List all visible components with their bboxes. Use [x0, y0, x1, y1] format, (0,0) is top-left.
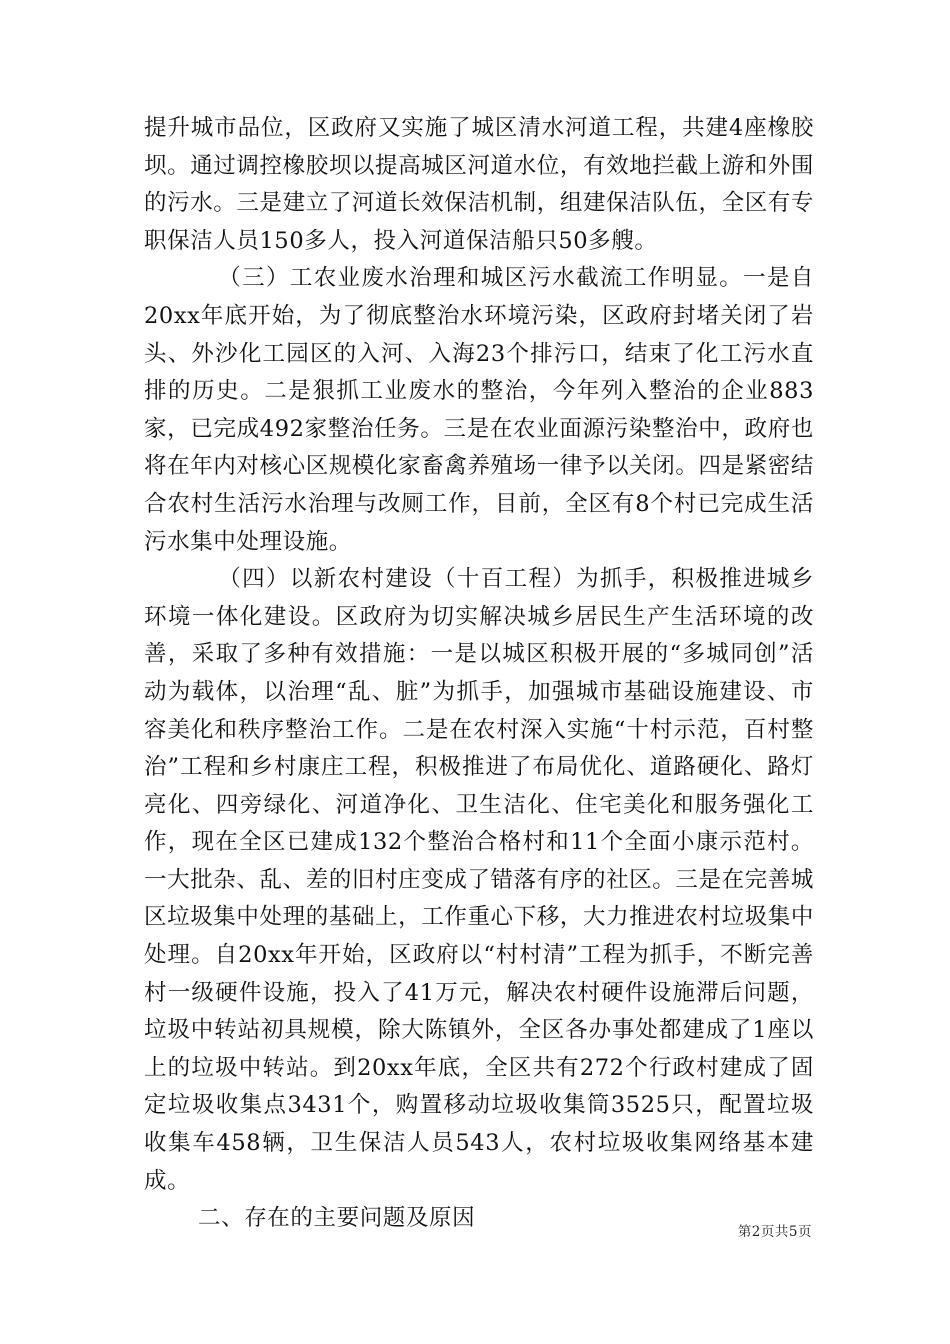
paragraph-section-four: （四）以新农村建设（十百工程）为抓手，积极推进城乡环境一体化建设。区政府为切实解决城乡居民生产生活环境的改善，采取了多种有效措施：一是以城区积极开展的“多城同创”活动为载体，以治理“乱、脏”为抓手，加强城市基础设施建设、市容美化和秩序整治工作。二是在农村深入实施“十村示范，百村整治”工程和乡村康庄工程，积极推进了布局优化、道路硬化、路灯亮化、四旁绿化、河道净化、卫生洁化、住宅美化和服务强化工作，现在全区已建成132个整治合格村和11个全面小康示范村。一大批杂、乱、差的旧村庄变成了错落有序的社区。三是在完善城区垃圾集中处理的基础上，工作重心下移，大力推进农村垃圾集中处理。自20xx年开始，区政府以“村村清”工程为抓手，不断完善村一级硬件设施，投入了41万元，解决农村硬件设施滞后问题，垃圾中转站初具规模，除大陈镇外，全区各办事处都建成了1座以上的垃圾中转站。到20xx年底，全区共有272个行政村建成了固定垃圾收集点3431个，购置移动垃圾收集筒3525只，配置垃圾收集车458辆，卫生保洁人员543人，农村垃圾收集网络基本建成。 — [144, 566, 814, 1194]
document-body — [144, 110, 814, 1238]
paragraph-continuation: 提升城市品位，区政府又实施了城区清水河道工程，共建4座橡胶坝。通过调控橡胶坝以提高城区河道水位，有效地拦截上游和外围的污水。三是建立了河道长效保洁机制，组建保洁队伍，全区有专职保洁人员150多人，投入河道保洁船只50多艘。 — [144, 115, 814, 254]
paragraph-section-three: （三）工农业废水治理和城区污水截流工作明显。一是自20xx年底开始，为了彻底整治水环境污染，区政府封堵关闭了岩头、外沙化工园区的入河、入海23个排污口，结束了化工污水直排的历史。二是狠抓工业废水的整治，今年列入整治的企业883家，已完成492家整治任务。三是在农业面源污染整治中，政府也将在年内对核心区规模化家畜禽养殖场一律予以关闭。四是紧密结合农村生活污水治理与改厕工作，目前，全区有8个村已完成生活污水集中处理设施。 — [144, 265, 814, 555]
page-number-footer: 第2页共5页 — [737, 1224, 812, 1240]
section-heading: 二、存在的主要问题及原因 — [198, 1205, 476, 1232]
